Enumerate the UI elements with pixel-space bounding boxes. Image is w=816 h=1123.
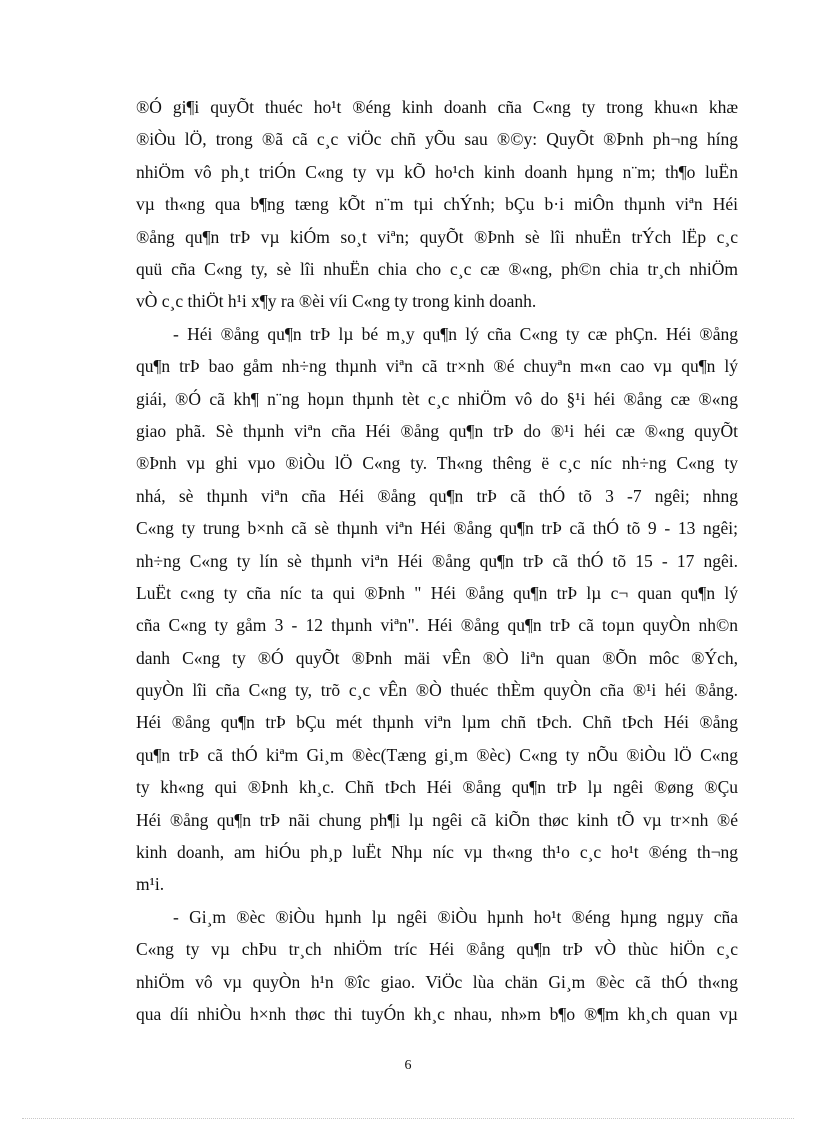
text-line: nh÷ng C«ng ty lín sè thµnh viªn Héi ®ång qu¶n trÞ cã thÓ tõ 15 - 17 ngêi. xyxy=(136,551,738,571)
text-line: Héi ®ång qu¶n trÞ bÇu mét thµnh viªn lµm chñ tÞch. Chñ tÞch Héi ®ång xyxy=(136,712,738,732)
text-line: qua díi nhiÒu h×nh thøc thi tuyÓn kh¸c nhau, nh»m b¶o ®¶m kh¸ch quan vµ xyxy=(136,1004,738,1024)
text-line: qu¶n trÞ bao gåm nh÷ng thµnh viªn cã tr×nh ®é chuyªn m«n cao vµ qu¶n lý xyxy=(136,356,738,376)
text-line: vµ th«ng qua b¶ng tæng kÕt n¨m tµi chÝnh; bÇu b·i miÔn thµnh viªn Héi xyxy=(136,194,738,214)
text-line: ®Þnh vµ ghi vµo ®iÒu lÖ C«ng ty. Th«ng thêng ë c¸c níc nh÷ng C«ng ty xyxy=(136,453,738,473)
text-line: giao phã. Sè thµnh viªn cña Héi ®ång qu¶n trÞ do ®¹i héi cæ ®«ng quyÕt xyxy=(136,421,738,441)
text-line: nhiÖm vô ph¸t triÓn C«ng ty vµ kÕ ho¹ch kinh doanh hµng n¨m; th¶o luËn xyxy=(136,162,738,182)
text-line: nhá, sè thµnh viªn cña Héi ®ång qu¶n trÞ cã thÓ tõ 3 -7 ngêi; nhng xyxy=(136,486,738,506)
text-line: quü cña C«ng ty, sè lîi nhuËn chia cho c¸c cæ ®«ng, ph©n chia tr¸ch nhiÖm xyxy=(136,259,738,279)
text-line: ®ång qu¶n trÞ vµ kiÓm so¸t viªn; quyÕt ®Þnh sè lîi nhuËn trÝch lËp c¸c xyxy=(136,227,738,247)
text-line: ty kh«ng qui ®Þnh kh¸c. Chñ tÞch Héi ®ång qu¶n trÞ lµ ngêi ®øng ®Çu xyxy=(136,777,738,797)
text-line: ®iÒu lÖ, trong ®ã cã c¸c viÖc chñ yÕu sau ®©y: QuyÕt ®Þnh ph¬ng híng xyxy=(136,129,738,149)
text-line: C«ng ty trung b×nh cã sè thµnh viªn Héi ®ång qu¶n trÞ cã thÓ tõ 9 - 13 ngêi; xyxy=(136,518,738,538)
paragraph-start-line: - Héi ®ång qu¶n trÞ lµ bé m¸y qu¶n lý cña C«ng ty cæ phÇn. Héi ®ång xyxy=(173,324,738,344)
text-line: LuËt c«ng ty cña níc ta qui ®Þnh " Héi ®ång qu¶n trÞ lµ c¬ quan qu¶n lý xyxy=(136,583,738,603)
page-number: 6 xyxy=(404,1058,412,1073)
text-line: C«ng ty vµ chÞu tr¸ch nhiÖm tríc Héi ®ång qu¶n trÞ vÒ thùc hiÖn c¸c xyxy=(136,939,738,959)
paragraph-start-line: - Gi¸m ®èc ®iÒu hµnh lµ ngêi ®iÒu hµnh ho¹t ®éng hµng ngµy cña xyxy=(173,907,738,927)
footer-divider xyxy=(22,1118,794,1119)
text-line: kinh doanh, am hiÓu ph¸p luËt Nhµ níc vµ th«ng th¹o c¸c ho¹t ®éng th¬ng xyxy=(136,842,738,862)
text-line: Héi ®ång qu¶n trÞ nãi chung ph¶i lµ ngêi cã kiÕn thøc kinh tÕ vµ tr×nh ®é xyxy=(136,810,738,830)
text-line: danh C«ng ty ®Ó quyÕt ®Þnh mäi vÊn ®Ò liªn quan ®Õn môc ®Ých, xyxy=(136,648,738,668)
text-line: ®Ó gi¶i quyÕt thuéc ho¹t ®éng kinh doanh cña C«ng ty trong khu«n khæ xyxy=(136,97,738,117)
text-line: nhiÖm vô vµ quyÒn h¹n ®îc giao. ViÖc lùa chän Gi¸m ®èc cã thÓ th«ng xyxy=(136,972,738,992)
text-line: cña C«ng ty gåm 3 - 12 thµnh viªn". Héi ®ång qu¶n trÞ cã toµn quyÒn nh©n xyxy=(136,615,738,635)
text-line: giái, ®Ó cã kh¶ n¨ng hoµn thµnh tèt c¸c nhiÖm vô do §¹i héi ®ång cæ ®«ng xyxy=(136,389,738,409)
text-line: m¹i. xyxy=(136,874,165,894)
text-line: qu¶n trÞ cã thÓ kiªm Gi¸m ®èc(Tæng gi¸m ®èc) C«ng ty nÕu ®iÒu lÖ C«ng xyxy=(136,745,738,765)
text-line: quyÒn lîi cña C«ng ty, trõ c¸c vÊn ®Ò thuéc thÈm quyÒn cña ®¹i héi ®ång. xyxy=(136,680,738,700)
text-line: vÒ c¸c thiÖt h¹i x¶y ra ®èi víi C«ng ty trong kinh doanh. xyxy=(136,291,537,311)
